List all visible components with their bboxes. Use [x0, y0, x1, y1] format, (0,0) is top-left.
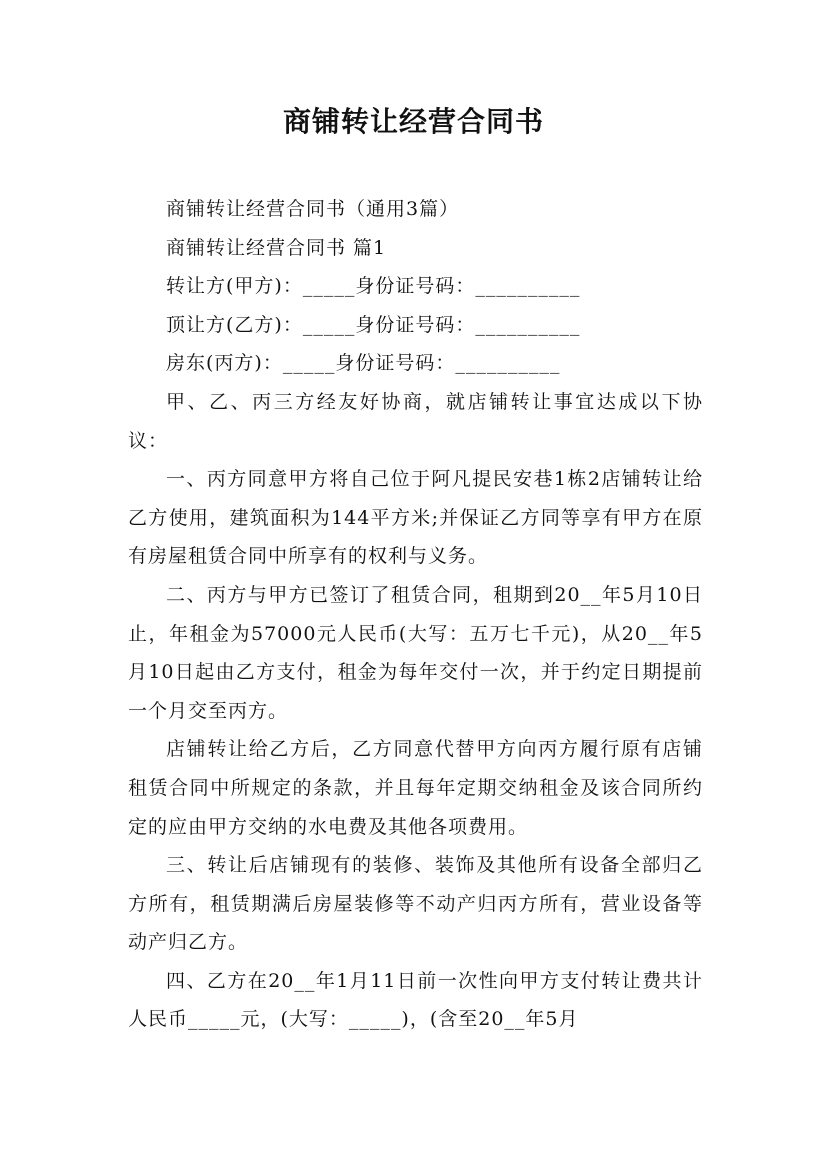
- paragraph-clause-2-cont: 店铺转让给乙方后，乙方同意代替甲方向丙方履行原有店铺租赁合同中所规定的条款，并且每年定期交纳租金及该合同所约定的应由甲方交纳的水电费及其他各项费用。: [128, 738, 703, 838]
- paragraph-party-c: 房东(丙方)：_____身份证号码：__________: [166, 352, 561, 375]
- paragraph-clause-1: 一、丙方同意甲方将自己位于阿凡提民安巷1栋2店铺转让给乙方使用，建筑面积为144平方米;并保证乙方同等享有甲方在原有房屋租赁合同中所享有的权利与义务。: [128, 468, 703, 568]
- paragraph-subtitle: 商铺转让经营合同书（通用3篇）: [166, 198, 460, 220]
- paragraph-clause-2: 二、丙方与甲方已签订了租赁合同，租期到20__年5月10日止，年租金为57000元人民币(大写：五万七千元)，从20__年5月10日起由乙方支付，租金为每年交付一次，并于约定日期提前一个月交至丙方。: [128, 583, 703, 722]
- paragraph-party-b: 顶让方(乙方)：_____身份证号码：__________: [166, 313, 581, 336]
- paragraph-section-heading: 商铺转让经营合同书 篇1: [166, 236, 387, 259]
- document-body: [128, 190, 703, 1039]
- document-title: 商铺转让经营合同书: [282, 105, 544, 138]
- paragraph-preamble: 甲、乙、丙三方经友好协商，就店铺转让事宜达成以下协议：: [128, 390, 703, 452]
- paragraph-party-a: 转让方(甲方)：_____身份证号码：__________: [166, 275, 581, 298]
- paragraph-clause-4: 四、乙方在20__年1月11日前一次性向甲方支付转让费共计人民币_____元，(大写：_____)，(含至20__年5月: [128, 969, 703, 1031]
- paragraph-clause-3: 三、转让后店铺现有的装修、装饰及其他所有设备全部归乙方所有，租赁期满后房屋装修等不动产归丙方所有，营业设备等动产归乙方。: [128, 854, 703, 954]
